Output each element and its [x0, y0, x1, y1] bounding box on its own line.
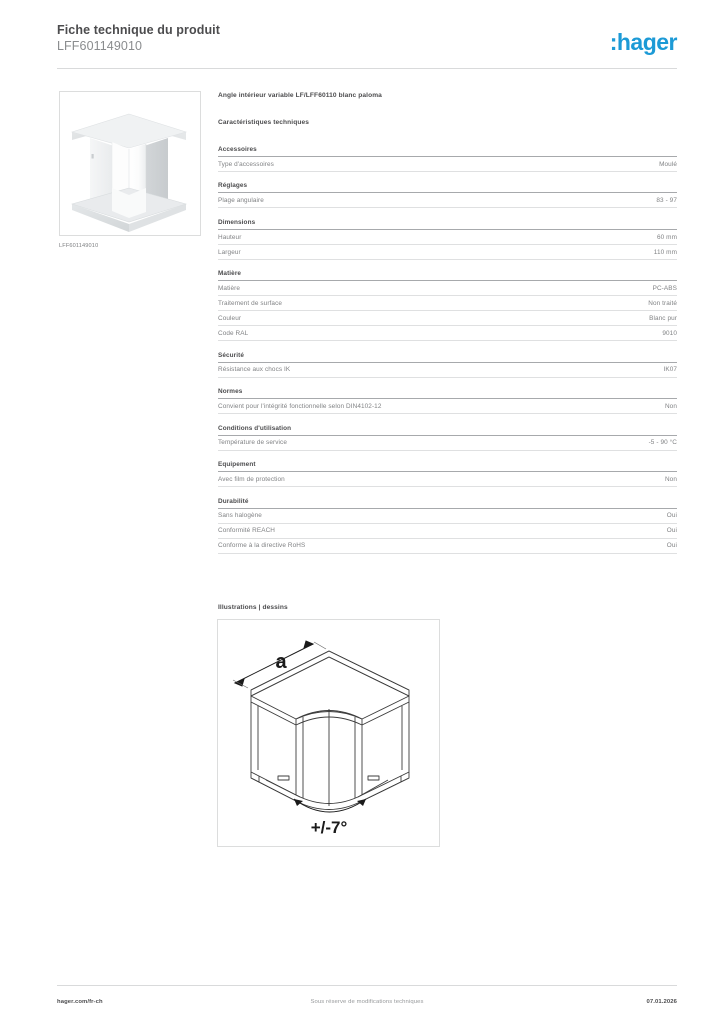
- page-footer: [57, 999, 677, 1011]
- spec-row: [218, 311, 677, 326]
- spec-row-value: Oui: [666, 527, 677, 535]
- spec-row-label: Code RAL: [218, 329, 249, 337]
- spec-row-value: PC-ABS: [652, 285, 677, 293]
- footer-disclaimer: Sous réserve de modifications techniques: [310, 999, 424, 1005]
- page-title: Fiche technique du produit: [57, 23, 221, 37]
- spec-group-heading: Sécurité: [218, 352, 677, 363]
- spec-row-label: Avec film de protection: [218, 475, 285, 483]
- spec-row-label: Couleur: [218, 315, 242, 322]
- spec-row: [218, 281, 677, 296]
- spec-group: [218, 352, 677, 378]
- spec-group: [218, 219, 677, 260]
- angle-tolerance-label: +/-7°: [310, 818, 348, 837]
- spec-group-heading: Accessoires: [218, 146, 677, 157]
- spec-row-label: Sans halogène: [218, 512, 262, 520]
- spec-row-label: Hauteur: [218, 233, 242, 241]
- spec-row: [218, 245, 677, 260]
- footer-divider: [57, 985, 677, 986]
- product-photo-caption: LFF601149010: [59, 243, 99, 249]
- spec-group-heading: Matière: [218, 270, 677, 281]
- spec-row: [218, 326, 677, 341]
- spec-group-heading: Réglages: [218, 182, 677, 193]
- product-description: Angle intérieur variable LF/LFF60110 blanc paloma: [218, 92, 382, 99]
- spec-row-label: Résistance aux chocs IK: [218, 366, 291, 374]
- spec-row-label: Plage angulaire: [218, 197, 264, 205]
- spec-row-value: Moulé: [659, 160, 677, 168]
- spec-row-value: 83 - 97: [656, 197, 677, 205]
- spec-row: [218, 509, 677, 524]
- dimension-label-a: a: [275, 651, 287, 673]
- page-header: [57, 22, 677, 68]
- spec-row-value: Oui: [666, 542, 677, 550]
- spec-row-value: IK07: [663, 366, 677, 374]
- spec-row-label: Largeur: [218, 248, 241, 256]
- spec-row-value: Non traité: [648, 300, 677, 308]
- spec-row: [218, 193, 677, 208]
- spec-row: [218, 296, 677, 311]
- spec-row-value: Oui: [666, 512, 677, 520]
- spec-row-label: Traitement de surface: [218, 300, 283, 308]
- spec-group-heading: Durabilité: [218, 498, 677, 509]
- spec-row: [218, 363, 677, 378]
- spec-row-value: 110 mm: [653, 248, 677, 256]
- spec-group: [218, 461, 677, 487]
- spec-row: [218, 472, 677, 487]
- spec-row-value: Blanc pur: [649, 315, 677, 322]
- spec-row: [218, 539, 677, 554]
- hager-logo: :hager: [609, 29, 677, 55]
- technical-drawing: [217, 619, 440, 847]
- spec-group-heading: Equipement: [218, 461, 677, 472]
- product-code-subtitle: LFF601149010: [57, 39, 143, 53]
- header-divider: [57, 68, 677, 69]
- spec-group-heading: Normes: [218, 388, 677, 399]
- spec-group: [218, 270, 677, 341]
- spec-row-label: Convient pour l'intégrité fonctionnelle selon DIN4102-12: [218, 402, 382, 410]
- product-photo-image: [60, 92, 198, 233]
- spec-group: [218, 182, 677, 208]
- illustrations-heading: Illustrations | dessins: [218, 604, 288, 611]
- spec-row-value: 9010: [662, 329, 677, 337]
- spec-row-label: Type d'accessoires: [218, 160, 274, 168]
- spec-row-value: Non: [664, 475, 677, 483]
- spec-group: [218, 388, 677, 414]
- technical-drawing-image: [218, 620, 437, 844]
- spec-row-label: Température de service: [218, 439, 287, 447]
- spec-row-value: Non: [664, 402, 677, 410]
- spec-row-label: Conformité REACH: [218, 527, 275, 535]
- spec-row-label: Conforme à la directive RoHS: [218, 542, 306, 550]
- spec-row: [218, 436, 677, 451]
- spec-group: [218, 498, 677, 554]
- spec-group-heading: Conditions d'utilisation: [218, 425, 677, 436]
- spec-group: [218, 146, 677, 172]
- spec-row: [218, 524, 677, 539]
- spec-row-value: -5 - 90 °C: [648, 439, 677, 447]
- spec-group: [218, 425, 677, 451]
- product-photo: [59, 91, 201, 236]
- spec-section-title: Caractéristiques techniques: [218, 119, 310, 126]
- footer-website[interactable]: hager.com/fr-ch: [57, 999, 103, 1005]
- spec-content: [218, 92, 677, 564]
- spec-groups: [218, 146, 677, 554]
- spec-group-heading: Dimensions: [218, 219, 677, 230]
- spec-row: [218, 399, 677, 414]
- spec-row-label: Matière: [218, 285, 241, 293]
- spec-row: [218, 230, 677, 245]
- footer-date: 07.01.2026: [646, 999, 677, 1005]
- spec-row-value: 60 mm: [656, 233, 677, 241]
- spec-row: [218, 157, 677, 172]
